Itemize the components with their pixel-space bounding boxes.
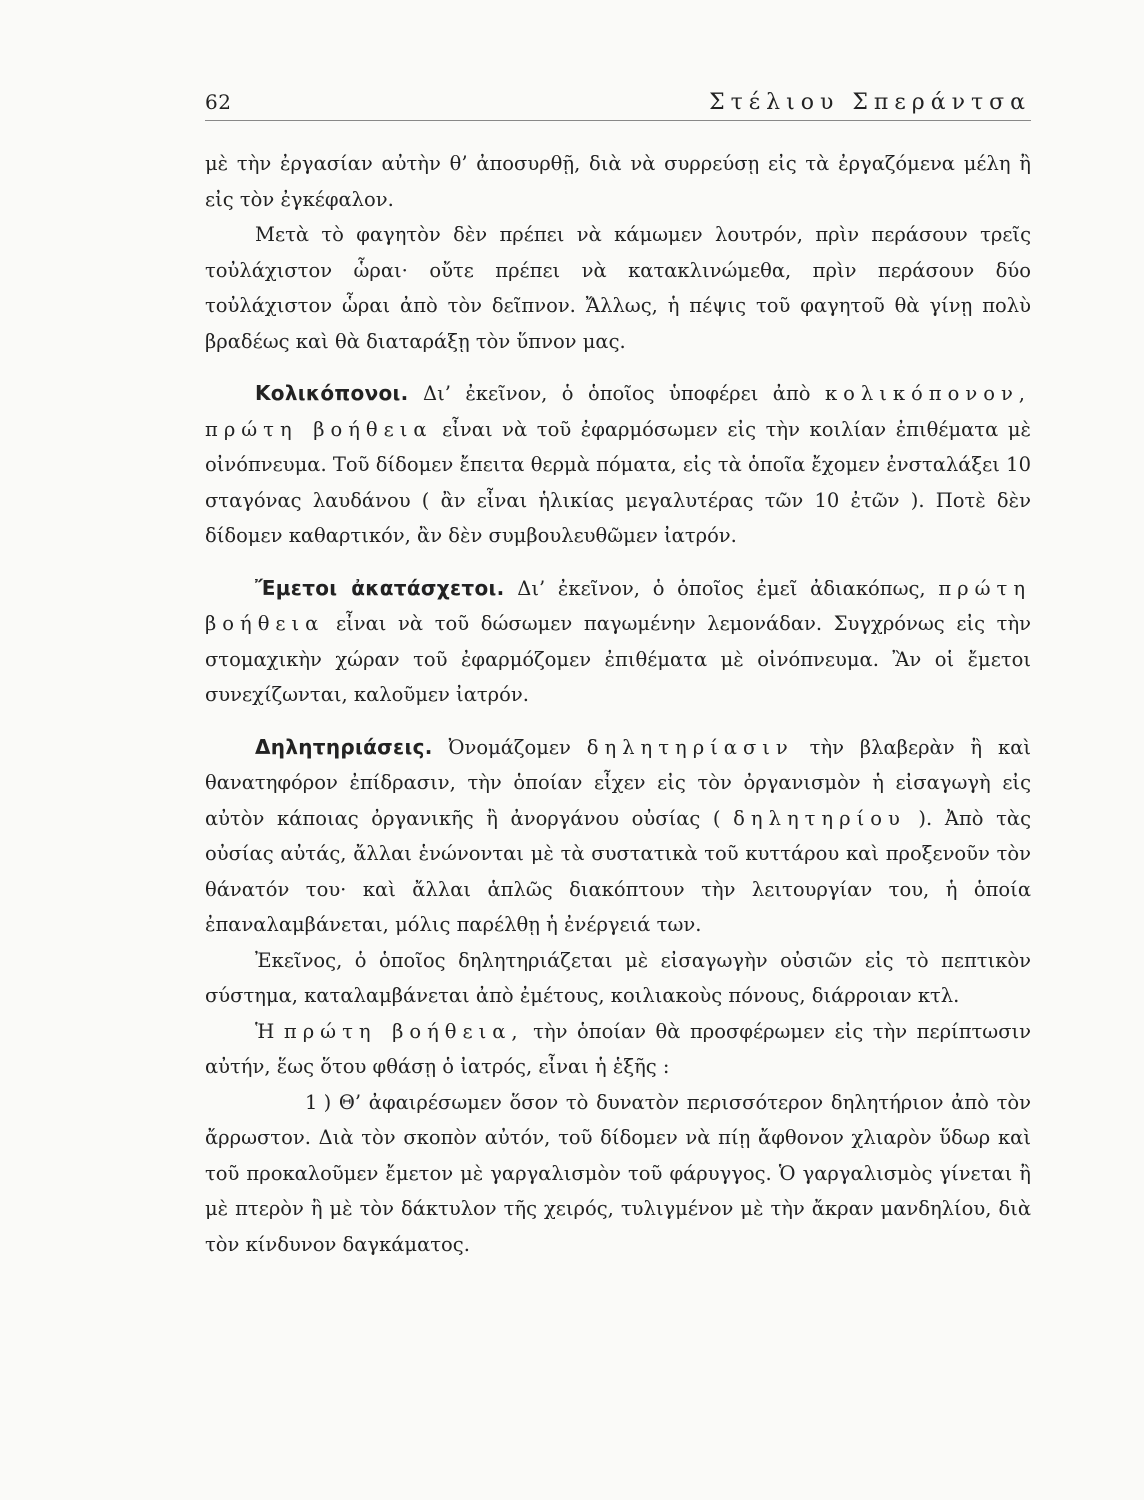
list-text: Θ’ ἀφαιρέσωμεν ὅσον τὸ δυνατὸν περισσότερον δηλητήριον ἀπὸ τὸν ἄρρωστον. Διὰ τὸν σκοπὸν αὐτόν, τοῦ δίδομεν νὰ πίῃ ἄφθονον χλιαρὸν ὕδωρ καὶ τοῦ προκαλοῦμεν ἔμετον μὲ γαργαλισμὸν τοῦ φάρυγγος. Ὁ γαργαλισμὸς γίνεται ἢ μὲ πτερὸν ἢ μὲ τὸν δάκτυλον τῆς χειρός, τυλιγμένον μὲ τὴν ἄκραν μανδηλίου, διὰ τὸν κίνδυνον δαγκάματος. xyxy=(205,1090,1031,1256)
heading-poisoning: Δηλητηριάσεις. xyxy=(255,734,433,759)
page-number: 62 xyxy=(205,90,232,114)
text: Δι’ ἐκεῖνον, ὁ ὁποῖος ἐμεῖ ἀδιακόπως, xyxy=(504,576,939,600)
spaced-term: δηλητηρίασιν xyxy=(586,735,794,759)
text: Δι’ ἐκεῖνον, ὁ ὁποῖος ὑποφέρει ἀπὸ xyxy=(408,382,825,405)
page-body xyxy=(205,146,1031,1262)
section-vomiting xyxy=(205,571,1031,713)
list-item-1 xyxy=(205,1085,1031,1263)
paragraph-continuation: μὲ τὴν ἐργασίαν αὐτὴν θ’ ἀποσυρθῇ, διὰ νὰ συρρεύσῃ εἰς τὰ ἐργαζόμενα μέλη ἢ εἰς τὸν ἐγκέφαλον. xyxy=(205,152,1031,211)
heading-vomiting: Ἔμετοι ἀκατάσχετοι. xyxy=(255,575,505,600)
page-header xyxy=(205,86,1031,121)
paragraph-after-meal: Μετὰ τὸ φαγητὸν δὲν πρέπει νὰ κάμωμεν λουτρόν, πρὶν περάσουν τρεῖς τοὐλάχιστον ὧραι· οὔτε πρέπει νὰ κατακλινώμεθα, πρὶν περάσουν δύο τοὐλάχιστον ὧραι ἀπὸ τὸν δεῖπνον. Ἄλλως, ἡ πέψις τοῦ φαγητοῦ θὰ γίνῃ πολὺ βραδέως καὶ θὰ διαταράξῃ τὸν ὕπνον μας. xyxy=(205,223,1031,353)
heading-colic: Κολικόπονοι. xyxy=(255,381,409,405)
text: Ὀνομάζομεν xyxy=(432,735,587,759)
list-number: 1 ) xyxy=(305,1090,332,1114)
section-poisoning xyxy=(205,730,1031,943)
text: εἶναι νὰ τοῦ ἐφαρμόσωμεν εἰς τὴν κοιλίαν ἐπιθέματα μὲ οἰνόπνευμα. Τοῦ δίδομεν ἔπειτα θερμὰ πόματα, εἰς τὰ ὁποῖα ἔχομεν ἐνσταλάξει 10 σταγόνας λαυδάνου ( ἂν εἶναι ἡλικίας μεγαλυτέρας τῶν 10 ἐτῶν ). Ποτὲ δὲν δίδομεν καθαρτικόν, ἂν δὲν συμβουλευθῶμεν ἰατρόν. xyxy=(205,417,1031,547)
section-colic xyxy=(205,376,1031,554)
spaced-term: δηλητηρίου xyxy=(733,806,906,830)
paragraph-first-aid xyxy=(205,1014,1031,1085)
text: ). Ἀπὸ τὰς οὐσίας αὐτάς, ἄλλαι ἑνώνονται μὲ τὰ συστατικὰ τοῦ κυττάρου καὶ προξενοῦν τὸν θάνατόν του· καὶ ἄλλαι ἁπλῶς διακόπτουν τὴν λειτουργίαν του, ἡ ὁποία ἐπαναλαμβάνεται, μόλις παρέλθῃ ἡ ἐνέργειά των. xyxy=(205,806,1032,936)
spaced-term: κολικόπονον, xyxy=(824,382,1031,405)
spaced-term: πρώτη βοήθεια xyxy=(205,417,433,441)
spaced-term: πρώτη βοήθεια xyxy=(205,576,1032,635)
text: τὴν βλαβερὰν ἢ καὶ θανατηφόρον ἐπίδρασιν, τὴν ὁποίαν εἶχεν εἰς τὸν ὀργανισμὸν ἡ εἰσαγωγὴ εἰς αὐτὸν κάποιας ὀργανικῆς ἢ ἀνοργάνου οὐσίας ( xyxy=(205,735,1032,830)
text: εἶναι νὰ τοῦ δώσωμεν παγωμένην λεμονάδαν. Συγχρόνως εἰς τὴν στομαχικὴν χώραν τοῦ ἐφαρμόζομεν ἐπιθέματα μὲ οἰνόπνευμα. Ἂν οἱ ἔμετοι συνεχίζωνται, καλοῦμεν ἰατρόν. xyxy=(205,612,1031,706)
text: τὴν ὁποίαν θὰ προσφέρωμεν εἰς τὴν περίπτωσιν αὐτήν, ἕως ὅτου φθάσῃ ὁ ἰατρός, εἶναι ἡ ἑξῆς : xyxy=(205,1019,1032,1078)
text: Ἡ xyxy=(255,1019,284,1043)
paragraph-poisoning-symptoms: Ἐκεῖνος, ὁ ὁποῖος δηλητηριάζεται μὲ εἰσαγωγὴν οὐσιῶν εἰς τὸ πεπτικὸν σύστημα, καταλαμβάνεται ἀπὸ ἐμέτους, κοιλιακοὺς πόνους, διάρροιαν κτλ. xyxy=(205,948,1031,1007)
spaced-term: πρώτη βοήθεια, xyxy=(283,1019,524,1043)
running-title: Στέλιου Σπεράντσα xyxy=(709,90,1031,115)
